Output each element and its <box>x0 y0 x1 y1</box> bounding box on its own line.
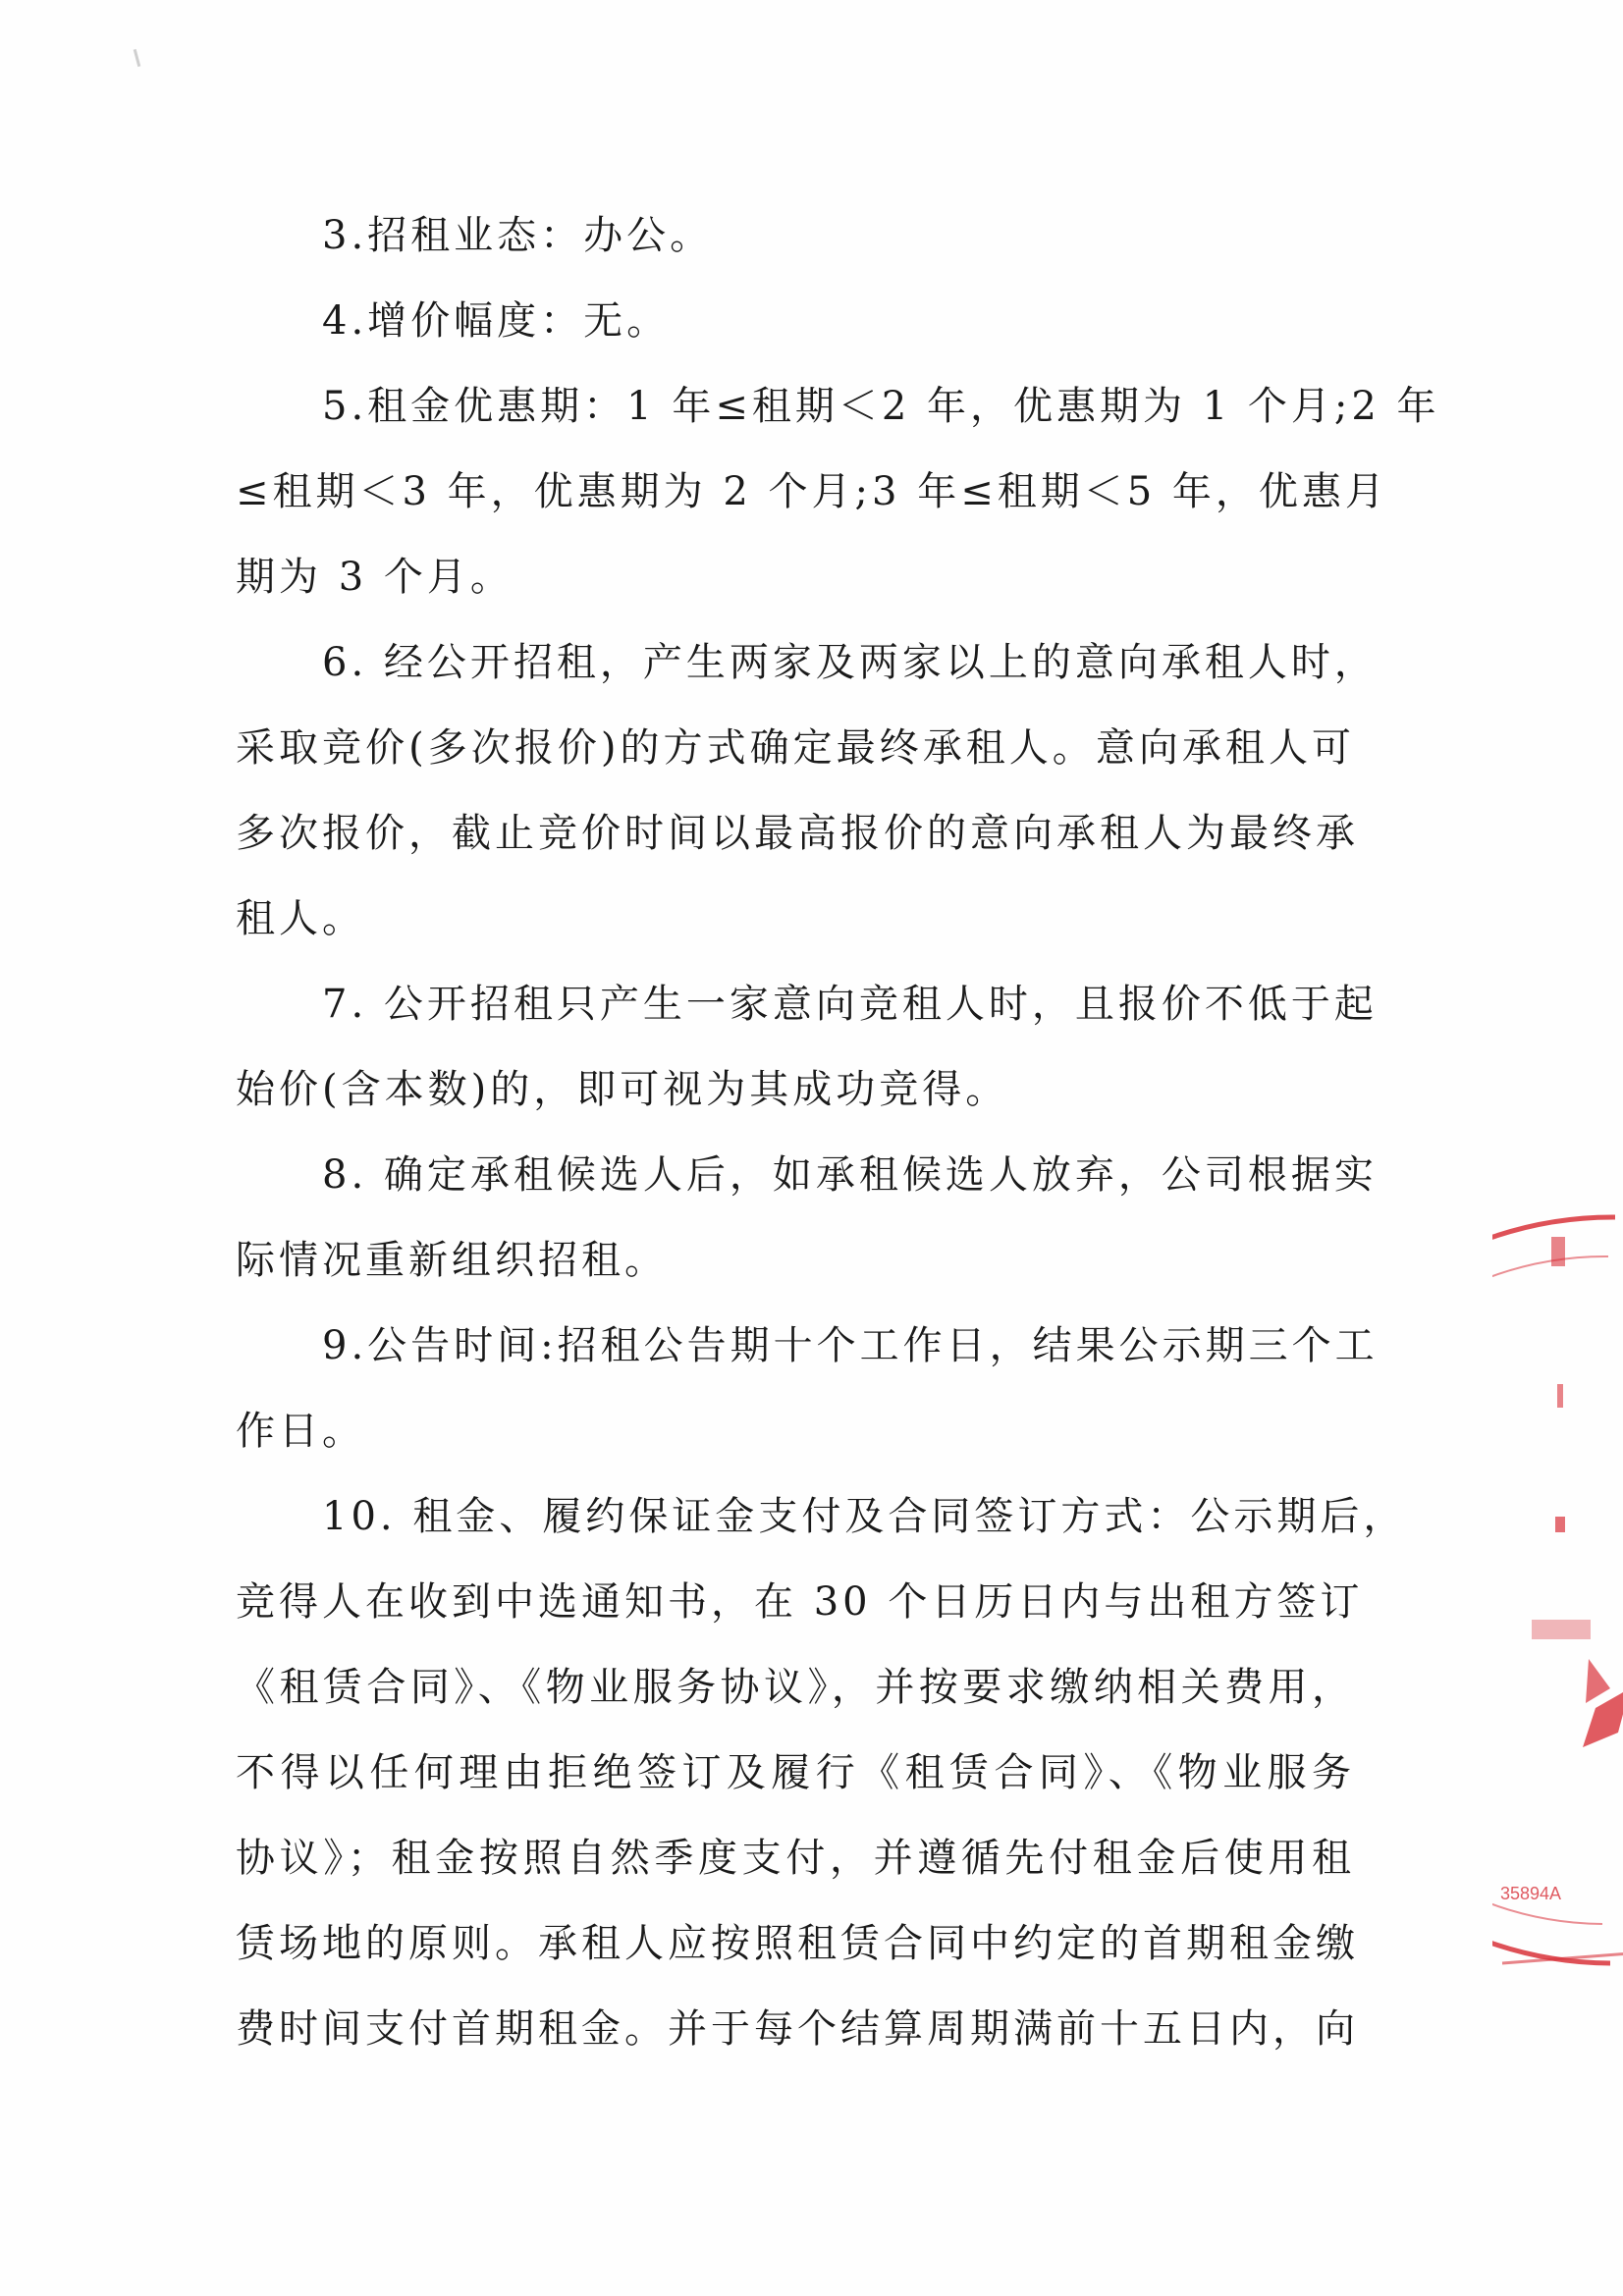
text-line: ≤租期＜3 年，优惠期为 2 个月;3 年≤租期＜5 年，优惠月 <box>236 469 1388 514</box>
official-seal-fragment <box>1492 1198 1623 1983</box>
text-line: 8. 确定承租候选人后，如承租候选人放弃，公司根据实 <box>322 1152 1378 1198</box>
text-line: 10. 租金、履约保证金支付及合同签订方式：公示期后， <box>322 1494 1407 1539</box>
text-line: 期为 3 个月。 <box>236 555 514 600</box>
text-line: 采取竞价(多次报价)的方式确定最终承租人。意向承租人可 <box>236 725 1355 771</box>
text-line: 际情况重新组织招租。 <box>236 1238 668 1283</box>
scan-artifact <box>134 49 141 67</box>
text-line: 《租赁合同》、《物业服务协议》，并按要求缴纳相关费用， <box>236 1665 1355 1710</box>
text-line: 赁场地的原则。承租人应按照租赁合同中约定的首期租金缴 <box>236 1921 1359 1966</box>
seal-graphic <box>1492 1198 1623 1983</box>
text-line: 不得以任何理由拒绝签订及履行《租赁合同》、《物业服务 <box>236 1750 1355 1795</box>
text-line: 协议》；租金按照自然季度支付，并遵循先付租金后使用租 <box>236 1836 1355 1881</box>
text-line: 5.租金优惠期：1 年≤租期＜2 年，优惠期为 1 个月;2 年 <box>322 384 1440 429</box>
text-line: 始价(含本数)的，即可视为其成功竞得。 <box>236 1067 1009 1112</box>
text-line: 竞得人在收到中选通知书，在 30 个日历日内与出租方签订 <box>236 1579 1364 1625</box>
text-line: 7. 公开招租只产生一家意向竞租人时，且报价不低于起 <box>322 982 1378 1027</box>
text-line: 租人。 <box>236 896 365 941</box>
text-line: 3.招租业态：办公。 <box>322 213 714 258</box>
text-line: 9.公告时间:招租公告期十个工作日，结果公示期三个工 <box>322 1323 1379 1368</box>
text-line: 费时间支付首期租金。并于每个结算周期满前十五日内，向 <box>236 2006 1359 2052</box>
text-line: 多次报价，截止竞价时间以最高报价的意向承租人为最终承 <box>236 811 1359 856</box>
text-line: 4.增价幅度：无。 <box>322 298 671 344</box>
seal-number: 35894A <box>1500 1884 1562 1903</box>
text-line: 6. 经公开招租，产生两家及两家以上的意向承租人时， <box>322 640 1378 685</box>
text-line: 作日。 <box>236 1409 365 1454</box>
